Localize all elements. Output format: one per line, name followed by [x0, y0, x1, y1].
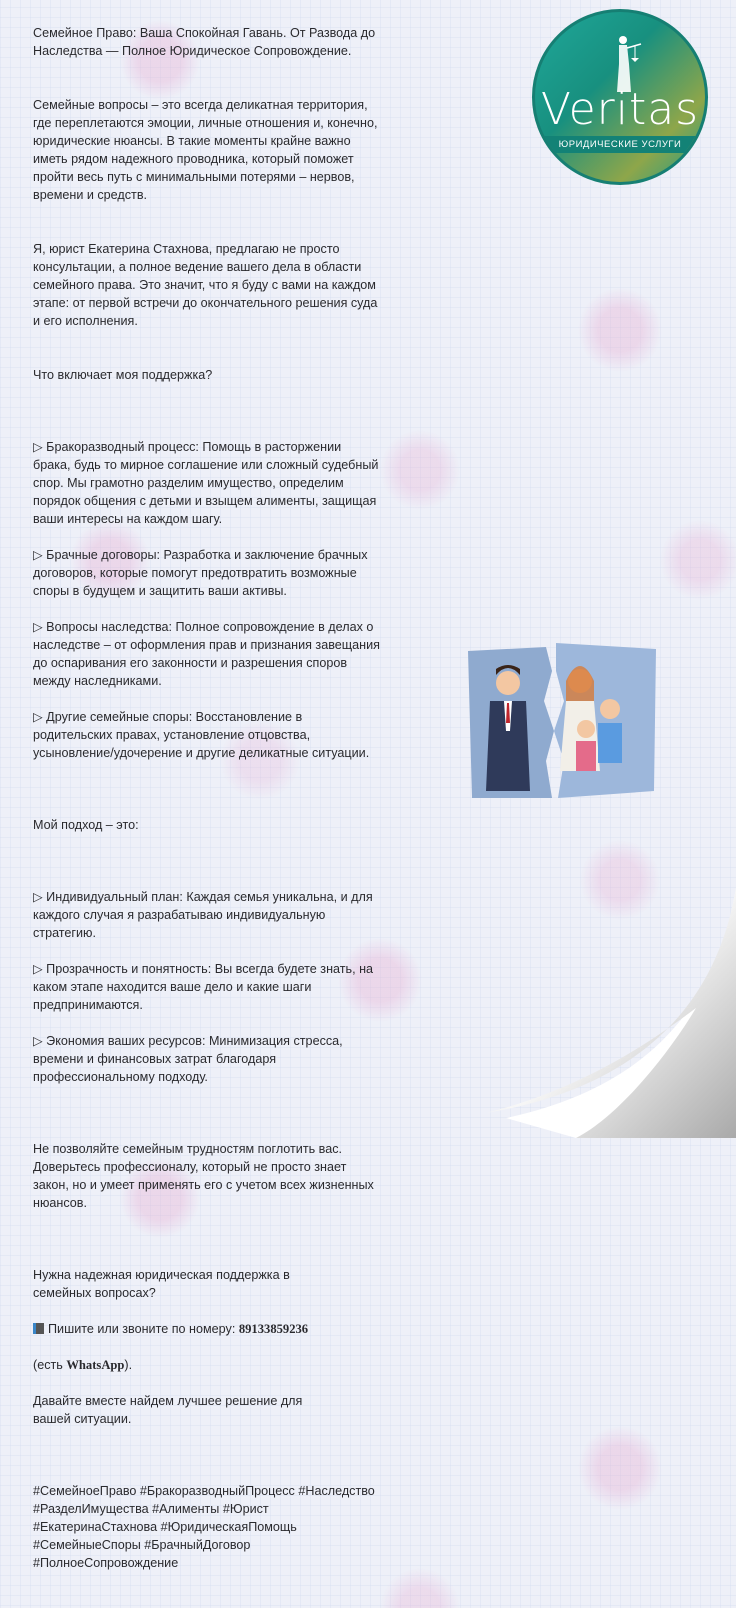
- cta-final: Давайте вместе найдем лучшее решение для вашей ситуации.: [33, 1394, 303, 1426]
- veritas-logo: [532, 9, 708, 185]
- support-item: ▷ Другие семейные споры: Восстановление в родительских правах, установление отцовства, усыновление/удочерение и другие деликатные ситуации.: [33, 710, 370, 760]
- closing-paragraph: Не позволяйте семейным трудностям поглотить вас. Доверьтесь профессионалу, который не просто знает закон, но и умеет применять его с учетом всех жизненных нюансов.: [33, 1142, 374, 1210]
- page-curl: [466, 888, 736, 1138]
- logo-wordmark: Veritas: [540, 84, 700, 135]
- whatsapp-label: WhatsApp: [66, 1358, 125, 1372]
- approach-item: ▷ Прозрачность и понятность: Вы всегда будете знать, на каком этапе находится ваше дело и какие шаги предпринимаются.: [33, 962, 374, 1012]
- approach-item: ▷ Индивидуальный план: Каждая семья уникальна, и для каждого случая я разрабатываю индивидуальную стратегию.: [33, 890, 373, 940]
- approach-item: ▷ Экономия ваших ресурсов: Минимизация стресса, времени и финансовых затрат благодаря профессиональному подходу.: [33, 1034, 343, 1084]
- intro-paragraph: Семейные вопросы – это всегда деликатная территория, где переплетаются эмоции, личные отношения и, конечно, юридические нюансы. В такие моменты крайне важно иметь рядом надежного проводника, который поможет пройти весь путь с минимальными потерями – нервов, времени и средств.: [33, 98, 378, 202]
- post-text: [33, 6, 413, 1608]
- post-title: Семейное Право: Ваша Спокойная Гавань. От Развода до Наследства — Полное Юридическое Сопровождение.: [33, 26, 376, 58]
- call-to-action: [33, 1248, 413, 1446]
- about-paragraph: Я, юрист Екатерина Стахнова, предлагаю не просто консультации, а полное ведение вашего дела в области семейного права. Это значит, что я буду с вами на каждом этапе: от первой встречи до окончательного решения суда и его исполнения.: [33, 242, 378, 328]
- support-item: ▷ Брачные договоры: Разработка и заключение брачных договоров, которые помогут предотвратить возможные споры в будущем и защитить ваши активы.: [33, 548, 368, 598]
- torn-family-illustration: [468, 641, 656, 798]
- support-item: ▷ Бракоразводный процесс: Помощь в расторжении брака, будь то мирное соглашение или сложный судебный спор. Мы грамотно разделим имущество, определим порядок общения с детьми и взыщем алименты, защищая ваши интересы на каждом шагу.: [33, 440, 379, 526]
- phone-number[interactable]: 89133859236: [238, 1322, 309, 1336]
- contact-line: [33, 1320, 413, 1338]
- cta-question: Нужна надежная юридическая поддержка в семейных вопросах?: [33, 1268, 290, 1300]
- approach-heading: Мой подход – это:: [33, 818, 139, 832]
- phone-icon: [33, 1323, 44, 1334]
- support-heading: Что включает моя поддержка?: [33, 368, 213, 382]
- support-item: ▷ Вопросы наследства: Полное сопровождение в делах о наследстве – от оформления прав и признания завещания до оспаривания его законности и разрешения споров между наследниками.: [33, 620, 380, 688]
- hashtags[interactable]: #СемейноеПраво #БракоразводныйПроцесс #Наследство #РазделИмущества #Алименты #Юрист #ЕкатеринаСтахнова #ЮридическаяПомощь #СемейныеСпоры #БрачныйДоговор #ПолноеСопровождение: [33, 1484, 375, 1570]
- support-list: [33, 420, 413, 780]
- whatsapp-prefix: (есть: [33, 1358, 67, 1372]
- whatsapp-line: [33, 1356, 413, 1374]
- logo-subtitle: ЮРИДИЧЕСКИЕ УСЛУГИ: [535, 136, 705, 153]
- contact-prefix: Пишите или звоните по номеру:: [48, 1322, 239, 1336]
- whatsapp-suffix: ).: [124, 1358, 133, 1372]
- approach-list: [33, 870, 413, 1104]
